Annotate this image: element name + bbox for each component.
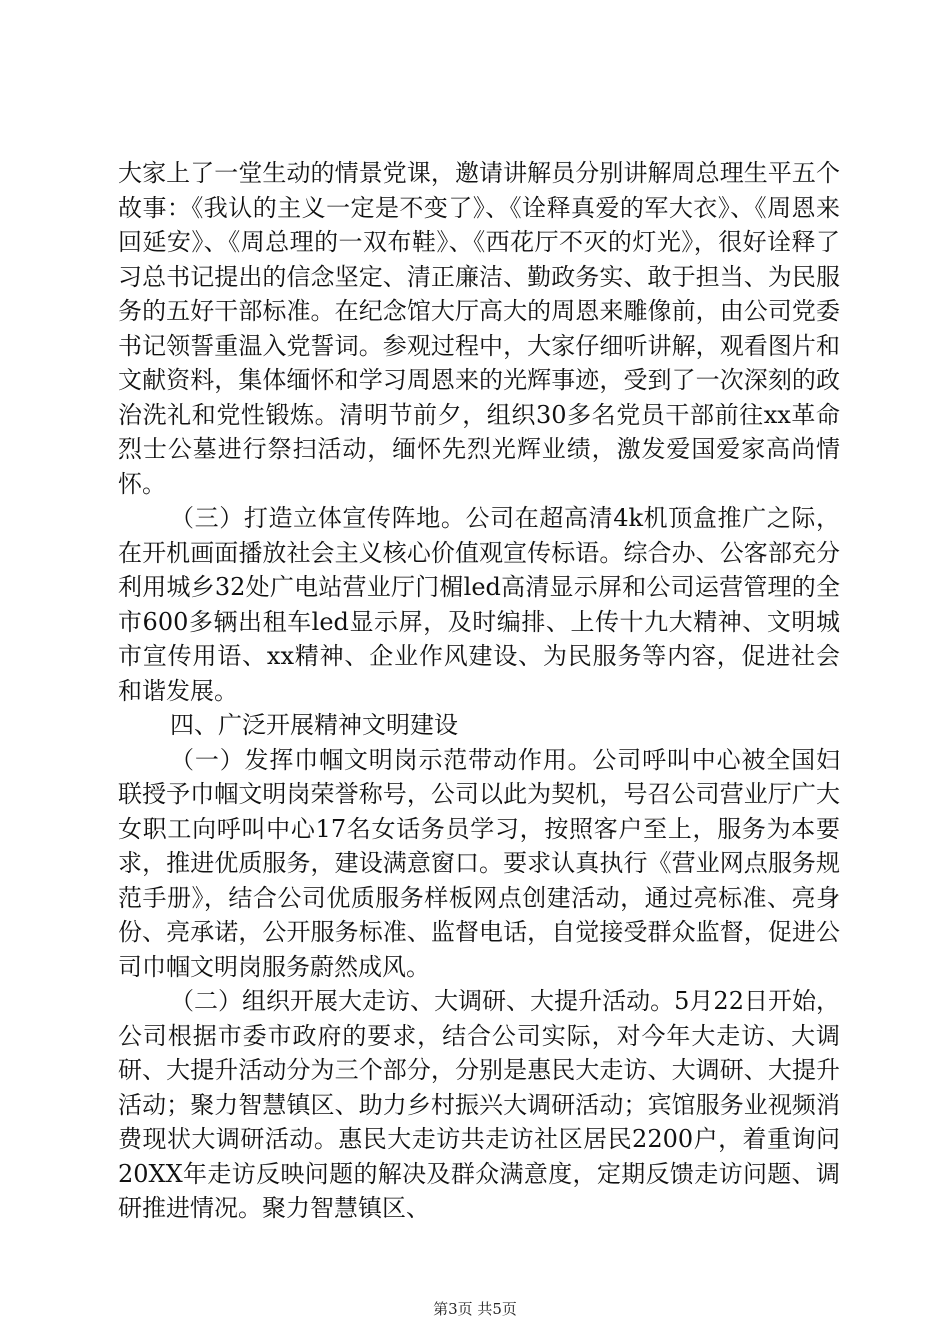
document-body [118,156,840,1226]
page-footer: 第3页 共5页 [433,1300,517,1318]
paragraph-continued: 大家上了一堂生动的情景党课，邀请讲解员分别讲解周总理生平五个故事：《我认的主义一定是不变了》、《诠释真爱的军大衣》、《周恩来回延安》、《周总理的一双布鞋》、《西花厅不灭的灯光》，很好诠释了习总书记提出的信念坚定、清正廉洁、勤政务实、敢于担当、为民服务的五好干部标准。在纪念馆大厅高大的周恩来雕像前，由公司党委书记领誓重温入党誓词。参观过程中，大家仔细听讲解，观看图片和文献资料，集体缅怀和学习周恩来的光辉事迹，受到了一次深刻的政治洗礼和党性锻炼。清明节前夕，组织30多名党员干部前往xx革命烈士公墓进行祭扫活动，缅怀先烈光辉业绩，激发爱国爱家高尚情怀。 [118,159,840,498]
section-heading-4: 四、广泛开展精神文明建设 [170,711,458,739]
paragraph-publicity: （三）打造立体宣传阵地。公司在超高清4k机顶盒推广之际，在开机画面播放社会主义核心价值观宣传标语。综合办、公客部充分利用城乡32处广电站营业厅门楣led高清显示屏和公司运营管理的全市600多辆出租车led显示屏，及时编排、上传十九大精神、文明城市宣传用语、xx精神、企业作风建设、为民服务等内容，促进社会和谐发展。 [118,504,840,705]
paragraph-visits-research: （二）组织开展大走访、大调研、大提升活动。5月22日开始，公司根据市委市政府的要求，结合公司实际，对今年大走访、大调研、大提升活动分为三个部分，分别是惠民大走访、大调研、大提升活动；聚力智慧镇区、助力乡村振兴大调研活动；宾馆服务业视频消费现状大调研活动。惠民大走访共走访社区居民2200户，着重询问20XX年走访反映问题的解决及群众满意度，定期反馈走访问题、调研推进情况。聚力智慧镇区、 [118,987,840,1222]
paragraph-women-model-post: （一）发挥巾帼文明岗示范带动作用。公司呼叫中心被全国妇联授予巾帼文明岗荣誉称号，公司以此为契机，号召公司营业厅广大女职工向呼叫中心17名女话务员学习，按照客户至上，服务为本要求，推进优质服务，建设满意窗口。要求认真执行《营业网点服务规范手册》，结合公司优质服务样板网点创建活动，通过亮标准、亮身份、亮承诺，公开服务标准、监督电话，自觉接受群众监督，促进公司巾帼文明岗服务蔚然成风。 [118,745,840,981]
